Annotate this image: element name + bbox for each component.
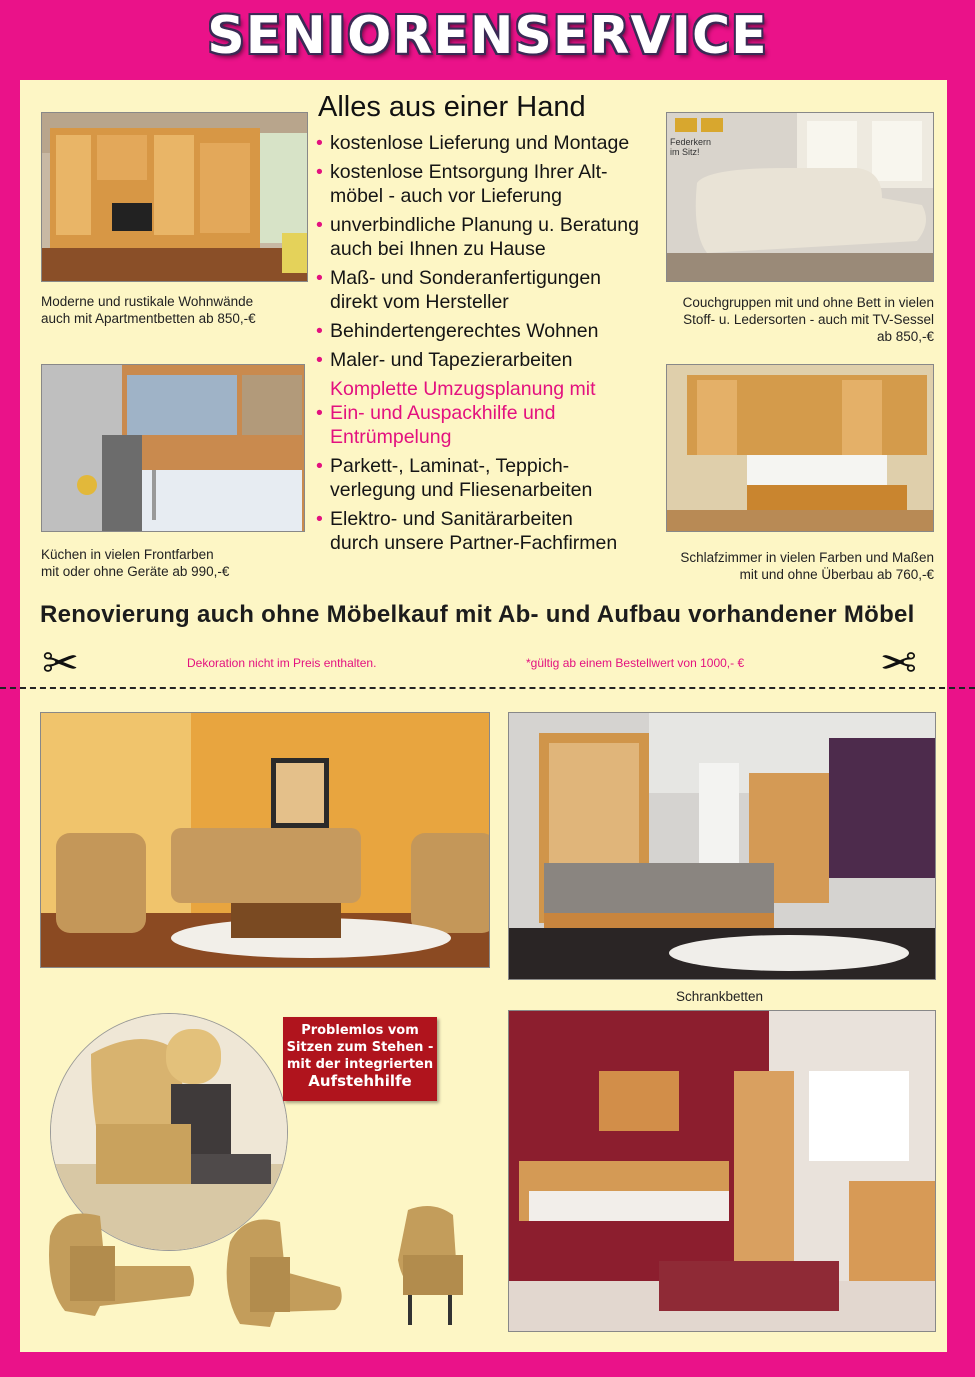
caption-line: mit und ohne Überbau ab 760,-€ [739,567,934,582]
caption-line: Couchgruppen mit und ohne Bett in vielen [682,295,934,310]
caption-line: Küchen in vielen Frontfarben [41,547,214,562]
bullet-dot-icon: • [316,132,323,154]
service-item [316,319,656,343]
service-item [316,348,656,372]
caption-line: Schlafzimmer in vielen Farben und Maßen [680,550,934,565]
service-item [316,160,656,184]
bullet-dot-icon: • [316,267,323,289]
bullet-dot-icon: • [316,455,323,477]
service-text: kostenlose Lieferung und Montage [330,132,630,154]
decoration-note: Dekoration nicht im Preis enthalten. [187,656,377,670]
caption-line: Moderne und rustikale Wohnwände [41,294,254,309]
photo-couch [666,112,934,282]
bullet-dot-icon: • [316,214,323,236]
service-item [316,131,656,155]
service-text: Maß- und Sonderanfertigungen [330,267,602,289]
service-text: verlegung und Fliesenarbeiten [330,479,593,501]
service-item [316,531,656,555]
bullet-dot-icon: • [316,161,323,183]
kueche-illustration [42,365,305,532]
bullet-dot-icon: • [316,508,323,530]
photo-kueche [41,364,305,532]
service-text: Elektro- und Sanitärarbeiten [330,508,573,530]
service-text: direkt vom Hersteller [330,291,509,313]
validity-note: *gültig ab einem Bestellwert von 1000,- € [526,656,745,670]
recliner-illustration-3 [388,1200,478,1335]
badge-line: Sitzen zum Stehen - [286,1040,434,1055]
caption-wohnwaende [41,293,256,327]
wohnwand-illustration [42,113,308,282]
service-text: durch unsere Partner-Fachfirmen [330,532,618,554]
services-list [316,131,656,560]
service-text: Komplette Umzugsplanung mit [330,378,596,400]
service-item [316,425,656,449]
service-text: kostenlose Entsorgung Ihrer Alt- [330,161,608,183]
service-text: Ein- und Auspackhilfe und [330,402,556,424]
caption-schlafzimmer [634,549,934,583]
service-text: unverbindliche Planung u. Beratung [330,214,639,236]
aufstehhilfe-badge [283,1017,437,1101]
caption-line: mit oder ohne Geräte ab 990,-€ [41,564,230,579]
service-text: Parkett-, Laminat-, Teppich- [330,455,570,477]
service-item [316,290,656,314]
scissors-icon: ✂ [880,639,917,688]
service-item [316,507,656,531]
service-item [316,401,656,425]
service-item [316,454,656,478]
badge-line: mit der integrierten [286,1057,434,1072]
service-item [316,213,656,237]
service-text: auch bei Ihnen zu Hause [330,238,546,260]
services-heading: Alles aus einer Hand [318,91,586,123]
page-title: SENIORENSERVICE [207,6,768,66]
photo-schlafzimmer [666,364,934,532]
service-item [316,478,656,502]
bullet-dot-icon: • [316,320,323,342]
service-item [316,266,656,290]
service-text: möbel - auch vor Lieferung [330,185,562,207]
caption-kuechen [41,546,229,580]
photo-jugendzimmer [508,1010,936,1332]
recliner-illustration-2 [215,1212,355,1332]
jugendzimmer-illustration [509,1011,936,1332]
caption-line: auch mit Apartmentbetten ab 850,-€ [41,311,256,326]
bullet-dot-icon: • [316,349,323,371]
renovation-headline: Renovierung auch ohne Möbelkauf mit Ab- und Aufbau vorhandener Möbel [40,601,915,628]
photo-living-room [40,712,490,968]
service-text: Maler- und Tapezierarbeiten [330,349,573,371]
service-item [316,237,656,261]
caption-couch [634,294,934,345]
schlafzimmer-illustration [667,365,934,532]
couch-tag-line1: Federkern [670,137,712,147]
caption-line: Stoff- u. Ledersorten - auch mit TV-Sessel [683,312,934,327]
badge-line: Aufstehhilfe [308,1072,412,1090]
scissors-icon: ✂ [42,639,79,688]
caption-schrankbetten: Schrankbetten [676,989,764,1004]
photo-schrankbett [508,712,936,980]
service-item [316,184,656,208]
schrankbett-illustration [509,713,936,980]
living-room-illustration [41,713,490,968]
photo-wohnwand [41,112,308,282]
couch-tag-line2: im Sitz! [670,147,700,157]
badge-line: Problemlos vom [301,1023,419,1038]
cut-line [0,687,975,689]
recliner-illustration-1 [40,1196,200,1326]
service-item [316,377,656,401]
service-text: Entrümpelung [330,426,452,448]
bullet-dot-icon: • [316,402,323,424]
service-text: Behindertengerechtes Wohnen [330,320,599,342]
caption-line: ab 850,-€ [876,329,934,344]
